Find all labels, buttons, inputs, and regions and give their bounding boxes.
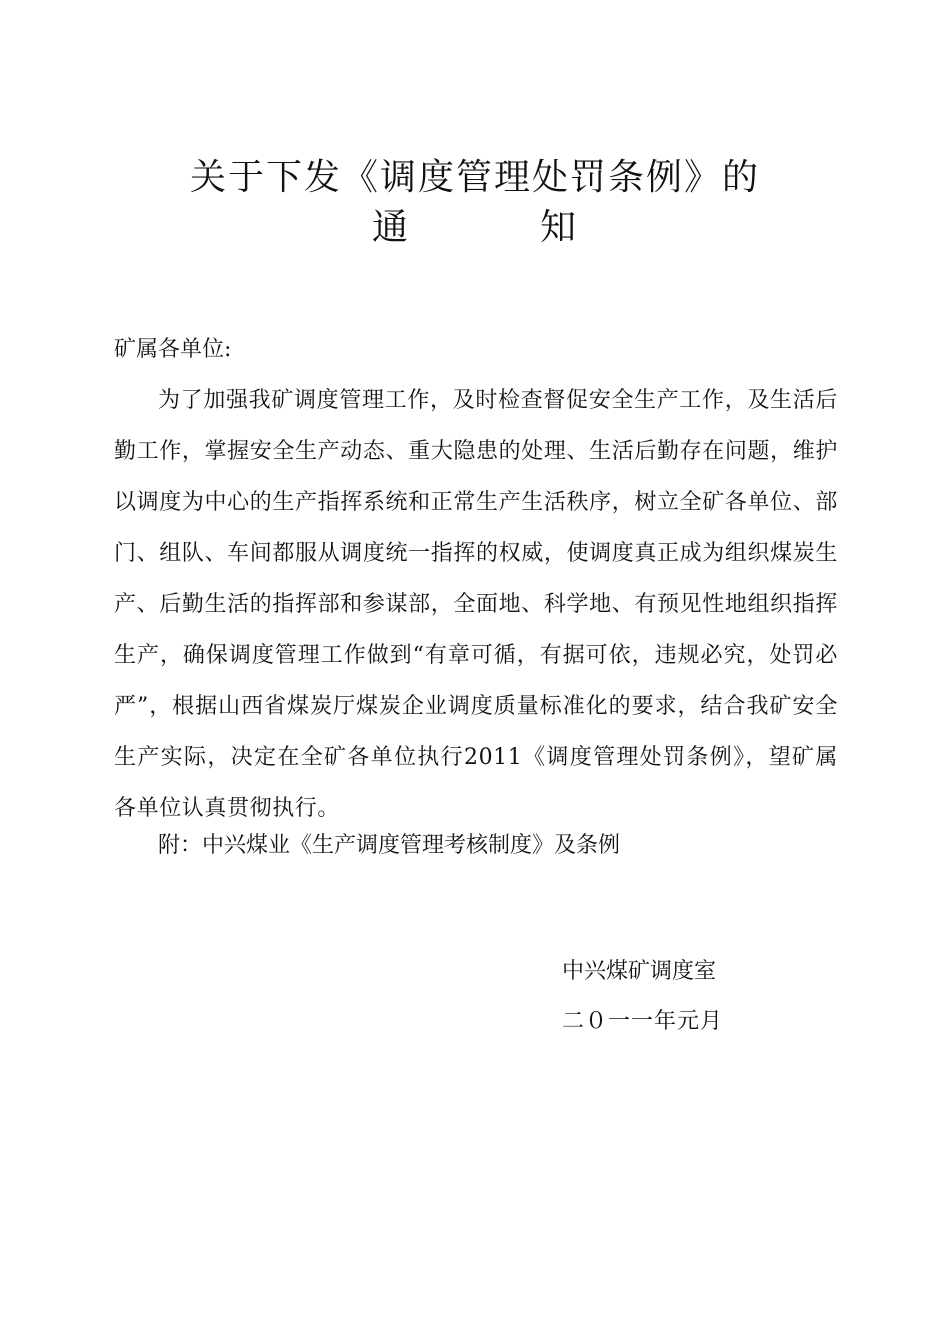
document-title: 关于下发《调度管理处罚条例》的 xyxy=(189,157,760,198)
signature-organization: 中兴煤矿调度室 xyxy=(562,959,717,984)
signature-date: 二０一一年元月 xyxy=(562,1009,724,1034)
document-title-notice xyxy=(0,200,950,256)
salutation: 矿属各单位: xyxy=(114,337,232,362)
title-char-tong: 通 xyxy=(372,207,409,248)
title-char-zhi: 知 xyxy=(540,207,577,248)
attachment-note: 附：中兴煤业《生产调度管理考核制度》及条例 xyxy=(158,833,621,858)
body-paragraph: 为了加强我矿调度管理工作，及时检查督促安全生产工作，及生活后勤工作，掌握安全生产动态、重大隐患的处理、生活后勤存在问题，维护以调度为中心的生产指挥系统和正常生产生活秩序，树立全矿各单位、部门、组队、车间都服从调度统一指挥的权威，使调度真正成为组织煤炭生产、后勤生活的指挥部和参谋部，全面地、科学地、有预见性地组织指挥生产，确保调度管理工作做到“有章可循，有据可依，违规必究，处罚必严”，根据山西省煤炭厅煤炭企业调度质量标准化的要求，结合我矿安全生产实际，决定在全矿各单位执行2011《调度管理处罚条例》，望矿属各单位认真贯彻执行。 xyxy=(114,388,838,821)
